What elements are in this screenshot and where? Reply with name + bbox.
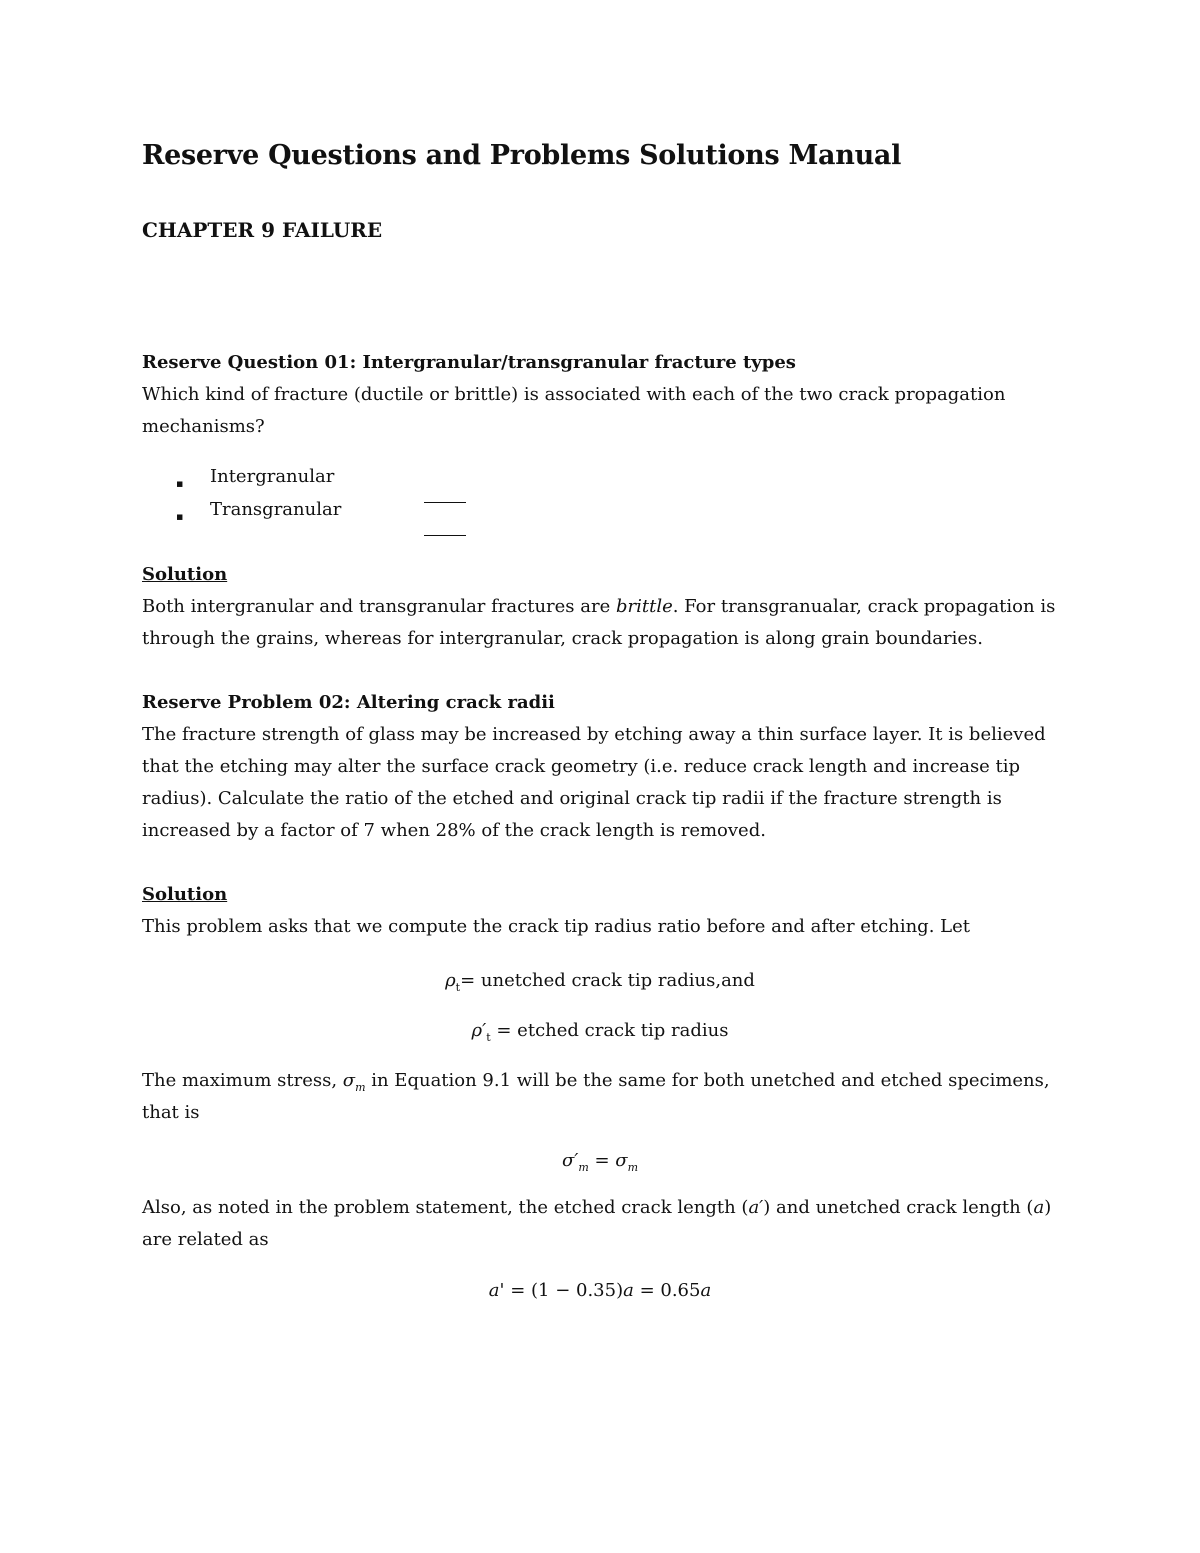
solution-01-line-2: through the grains, whereas for intergranular, crack propagation is along grain boundaries. [142, 628, 983, 649]
question-01-text-line-1: Which kind of fracture (ductile or brittle) is associated with each of the two crack propagation [142, 384, 1006, 405]
problem-02-line-4: increased by a factor of 7 when 28% of the crack length is removed. [142, 820, 766, 841]
bullet-item-transgranular [176, 505, 183, 524]
stress-sentence-line-1: The maximum stress, $\sigma_m$ in Equation 9.1 will be the same for both unetched and etched specimens, [142, 1070, 1050, 1094]
solution-01-line-1: Both intergranular and transgranular fractures are brittle. For transgranualar, crack propagation is [142, 596, 1056, 617]
bullet-label-transgranular: Transgranular [210, 499, 342, 520]
answer-blank-transgranular [424, 521, 466, 540]
solution-02-heading: Solution [142, 884, 228, 905]
problem-02-heading: Reserve Problem 02: Altering crack radii [142, 692, 555, 713]
bullet-icon: ▪ [176, 477, 184, 490]
crack-length-sentence-line-1: Also, as noted in the problem statement, the etched crack length (a′) and unetched crack length (a) [142, 1197, 1052, 1218]
chapter-heading: CHAPTER 9 FAILURE [142, 218, 383, 242]
equation-crack-length: a' = (1 − 0.35)a = 0.65a [488, 1280, 712, 1301]
bullet-icon: ▪ [176, 510, 184, 523]
crack-length-sentence-line-2: are related as [142, 1229, 269, 1250]
solution-02-intro: This problem asks that we compute the crack tip radius ratio before and after etching. Let [142, 916, 970, 937]
question-01-text-line-2: mechanisms? [142, 416, 265, 437]
document-title: Reserve Questions and Problems Solutions Manual [142, 140, 902, 171]
stress-sentence-line-2: that is [142, 1102, 200, 1123]
equation-stress-equal: $\sigma'_m = \sigma_m$ [561, 1150, 639, 1174]
bullet-label-intergranular: Intergranular [210, 466, 335, 487]
problem-02-line-3: radius). Calculate the ratio of the etched and original crack tip radii if the fracture strength is [142, 788, 1002, 809]
question-01-heading: Reserve Question 01: Intergranular/transgranular fracture types [142, 352, 796, 373]
equation-unetched-radius: $\rho_t=$ unetched crack tip radius,and [445, 970, 755, 994]
equation-etched-radius: $\rho'_t$ = etched crack tip radius [471, 1020, 729, 1044]
problem-02-line-1: The fracture strength of glass may be increased by etching away a thin surface layer. It is believed [142, 724, 1046, 745]
answer-blank-intergranular [424, 488, 466, 507]
problem-02-line-2: that the etching may alter the surface crack geometry (i.e. reduce crack length and increase tip [142, 756, 1021, 777]
bullet-item-intergranular [176, 472, 183, 491]
solution-01-heading: Solution [142, 564, 228, 585]
